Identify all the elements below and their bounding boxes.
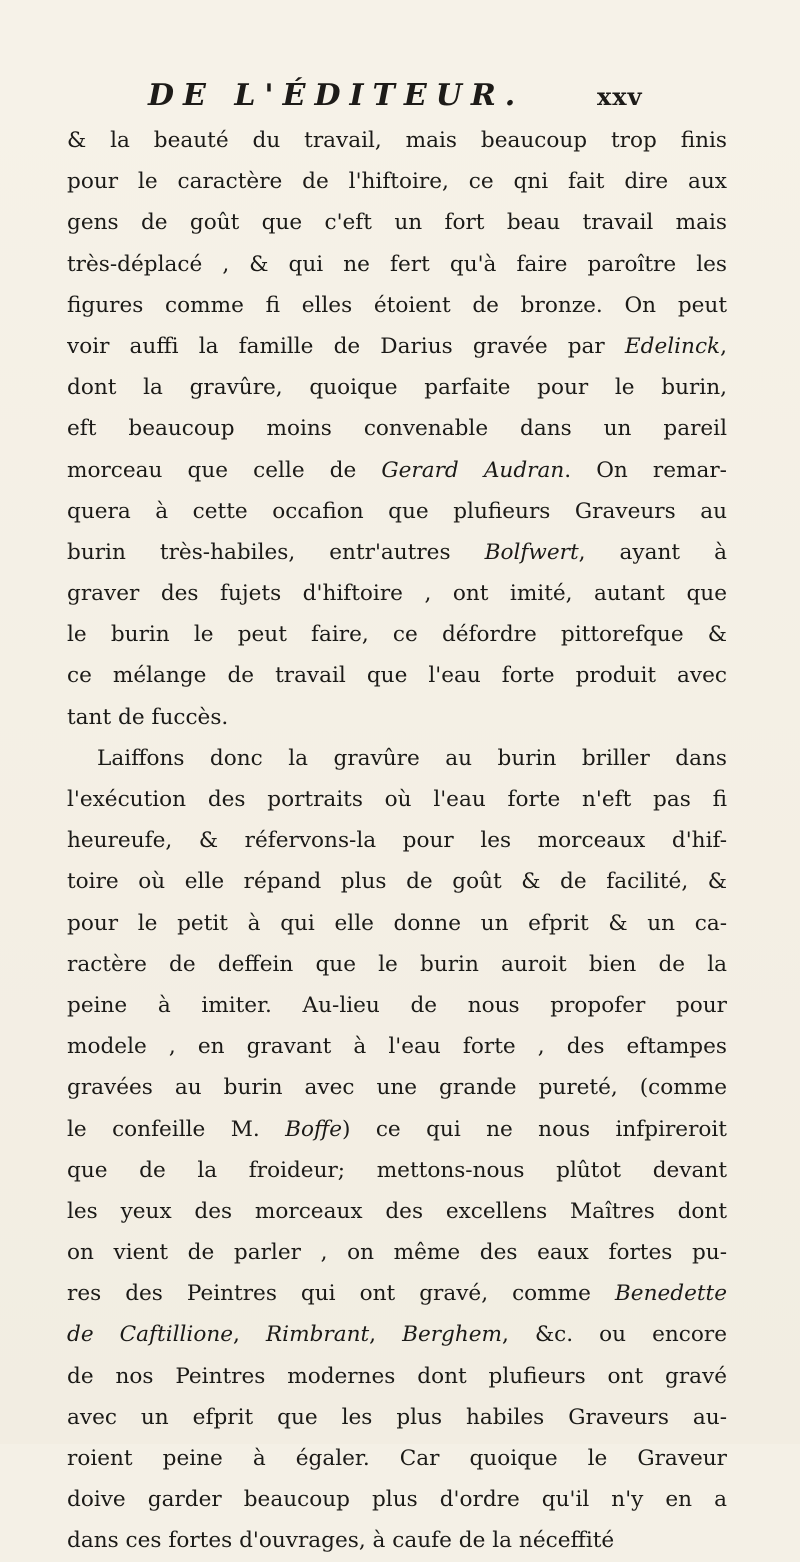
- text-line: [67, 1150, 727, 1191]
- text-line: [67, 738, 727, 779]
- running-head: DE L'ÉDITEUR.: [148, 78, 525, 113]
- text-segment: graver des fujets d'hiftoire , ont imité, autant que: [67, 581, 727, 607]
- text-segment: ,: [720, 333, 727, 359]
- text-segment: & la beauté du travail, mais beaucoup trop finis: [67, 128, 727, 153]
- text-segment: ,: [233, 1322, 266, 1348]
- text-segment: on vient de parler , on même des eaux fortes pu-: [67, 1240, 727, 1266]
- italic-name: Edelinck: [624, 333, 721, 359]
- italic-name: Gerard Audran: [381, 457, 565, 483]
- page-header: [0, 78, 800, 124]
- italic-name: Benedette: [614, 1281, 727, 1307]
- text-line: [67, 861, 727, 902]
- text-line: [67, 1191, 727, 1232]
- text-line: [67, 985, 727, 1026]
- italic-name: Berghem: [402, 1322, 503, 1348]
- text-line: [67, 820, 727, 861]
- italic-name: Rimbrant: [265, 1322, 370, 1348]
- text-segment: ,: [369, 1322, 403, 1348]
- text-line: [67, 1314, 727, 1355]
- text-segment: Laiffons donc la gravûre au burin briller dans: [97, 745, 727, 771]
- text-segment: ractère de deffein que le burin auroit bien de la: [67, 951, 727, 977]
- text-segment: . On remar-: [564, 457, 727, 483]
- text-segment: le confeille M.: [67, 1116, 286, 1142]
- text-segment: figures comme fi elles étoient de bronze. On peut: [67, 292, 727, 318]
- text-segment: pour le caractère de l'hiftoire, ce qni fait dire aux: [67, 169, 727, 195]
- text-segment: gens de goût que c'eft un fort beau travail mais: [67, 210, 727, 236]
- text-line: [67, 450, 727, 491]
- text-line: [67, 614, 727, 655]
- body-text: [67, 120, 727, 1562]
- text-line: [67, 1520, 727, 1561]
- text-line: [67, 120, 727, 161]
- text-segment: burin très-habiles, entr'autres: [67, 539, 485, 565]
- text-segment: modele , en gravant à l'eau forte , des eftampes: [67, 1034, 727, 1060]
- text-line: [67, 1067, 727, 1108]
- text-line: [67, 161, 727, 202]
- text-segment: tant de fuccès.: [67, 704, 229, 730]
- text-segment: morceau que celle de: [67, 457, 382, 483]
- text-segment: res des Peintres qui ont gravé, comme: [67, 1281, 615, 1307]
- text-segment: ) ce qui ne nous infpireroit: [342, 1116, 727, 1142]
- text-line: [67, 408, 727, 449]
- text-segment: peine à imiter. Au-lieu de nous propofer pour: [67, 992, 727, 1018]
- text-line: [67, 1109, 727, 1150]
- text-segment: très-déplacé , & qui ne fert qu'à faire paroître les: [67, 251, 727, 277]
- text-segment: ce mélange de travail que l'eau forte produit avec: [67, 663, 727, 689]
- text-line: [67, 202, 727, 243]
- text-segment: le burin le peut faire, ce défordre pittorefque &: [67, 622, 727, 648]
- italic-name: Boffe: [285, 1116, 343, 1142]
- text-segment: les yeux des morceaux des excellens Maîtres dont: [67, 1198, 727, 1224]
- text-line: [67, 903, 727, 944]
- text-line: [67, 573, 727, 614]
- text-segment: pour le petit à qui elle donne un efprit & un ca-: [67, 910, 727, 936]
- text-line: [67, 244, 727, 285]
- text-line: [67, 697, 727, 738]
- italic-name: de Caftillione: [67, 1322, 234, 1348]
- text-line: [67, 285, 727, 326]
- text-segment: gravées au burin avec une grande pureté, (comme: [67, 1075, 727, 1101]
- text-segment: doive garder beaucoup plus d'ordre qu'il n'y en a: [67, 1487, 727, 1513]
- text-segment: , &c. ou encore: [502, 1322, 727, 1348]
- text-line: [67, 1026, 727, 1067]
- text-line: [67, 491, 727, 532]
- text-line: [67, 1397, 727, 1438]
- text-line: [67, 1356, 727, 1397]
- text-segment: eft beaucoup moins convenable dans un pareil: [67, 416, 727, 442]
- text-line: [67, 944, 727, 985]
- text-line: [67, 367, 727, 408]
- text-segment: dans ces fortes d'ouvrages, à caufe de la néceffité: [67, 1528, 615, 1554]
- text-line: [67, 1273, 727, 1314]
- text-segment: toire où elle répand plus de goût & de facilité, &: [67, 869, 727, 895]
- text-segment: , ayant à: [578, 539, 727, 565]
- text-line: [67, 779, 727, 820]
- text-segment: dont la gravûre, quoique parfaite pour le burin,: [67, 375, 727, 401]
- italic-name: Bolfwert: [484, 539, 579, 565]
- text-line: [67, 655, 727, 696]
- text-line: [67, 1479, 727, 1520]
- text-segment: voir auffi la famille de Darius gravée par: [67, 333, 625, 359]
- page-number: xxv: [597, 82, 643, 111]
- text-segment: roient peine à égaler. Car quoique le Graveur: [67, 1446, 727, 1471]
- text-line: [67, 1438, 727, 1479]
- text-line: [67, 532, 727, 573]
- text-segment: quera à cette occafion que plufieurs Graveurs au: [67, 498, 727, 524]
- text-segment: avec un efprit que les plus habiles Graveurs au-: [67, 1404, 727, 1430]
- text-line: [67, 1232, 727, 1273]
- text-segment: heureufe, & réfervons-la pour les morceaux d'hif-: [67, 828, 727, 854]
- text-segment: de nos Peintres modernes dont plufieurs ont gravé: [67, 1363, 727, 1389]
- text-segment: que de la froideur; mettons-nous plûtot devant: [67, 1157, 727, 1183]
- text-line: [67, 326, 727, 367]
- text-segment: l'exécution des portraits où l'eau forte n'eft pas fi: [67, 787, 727, 812]
